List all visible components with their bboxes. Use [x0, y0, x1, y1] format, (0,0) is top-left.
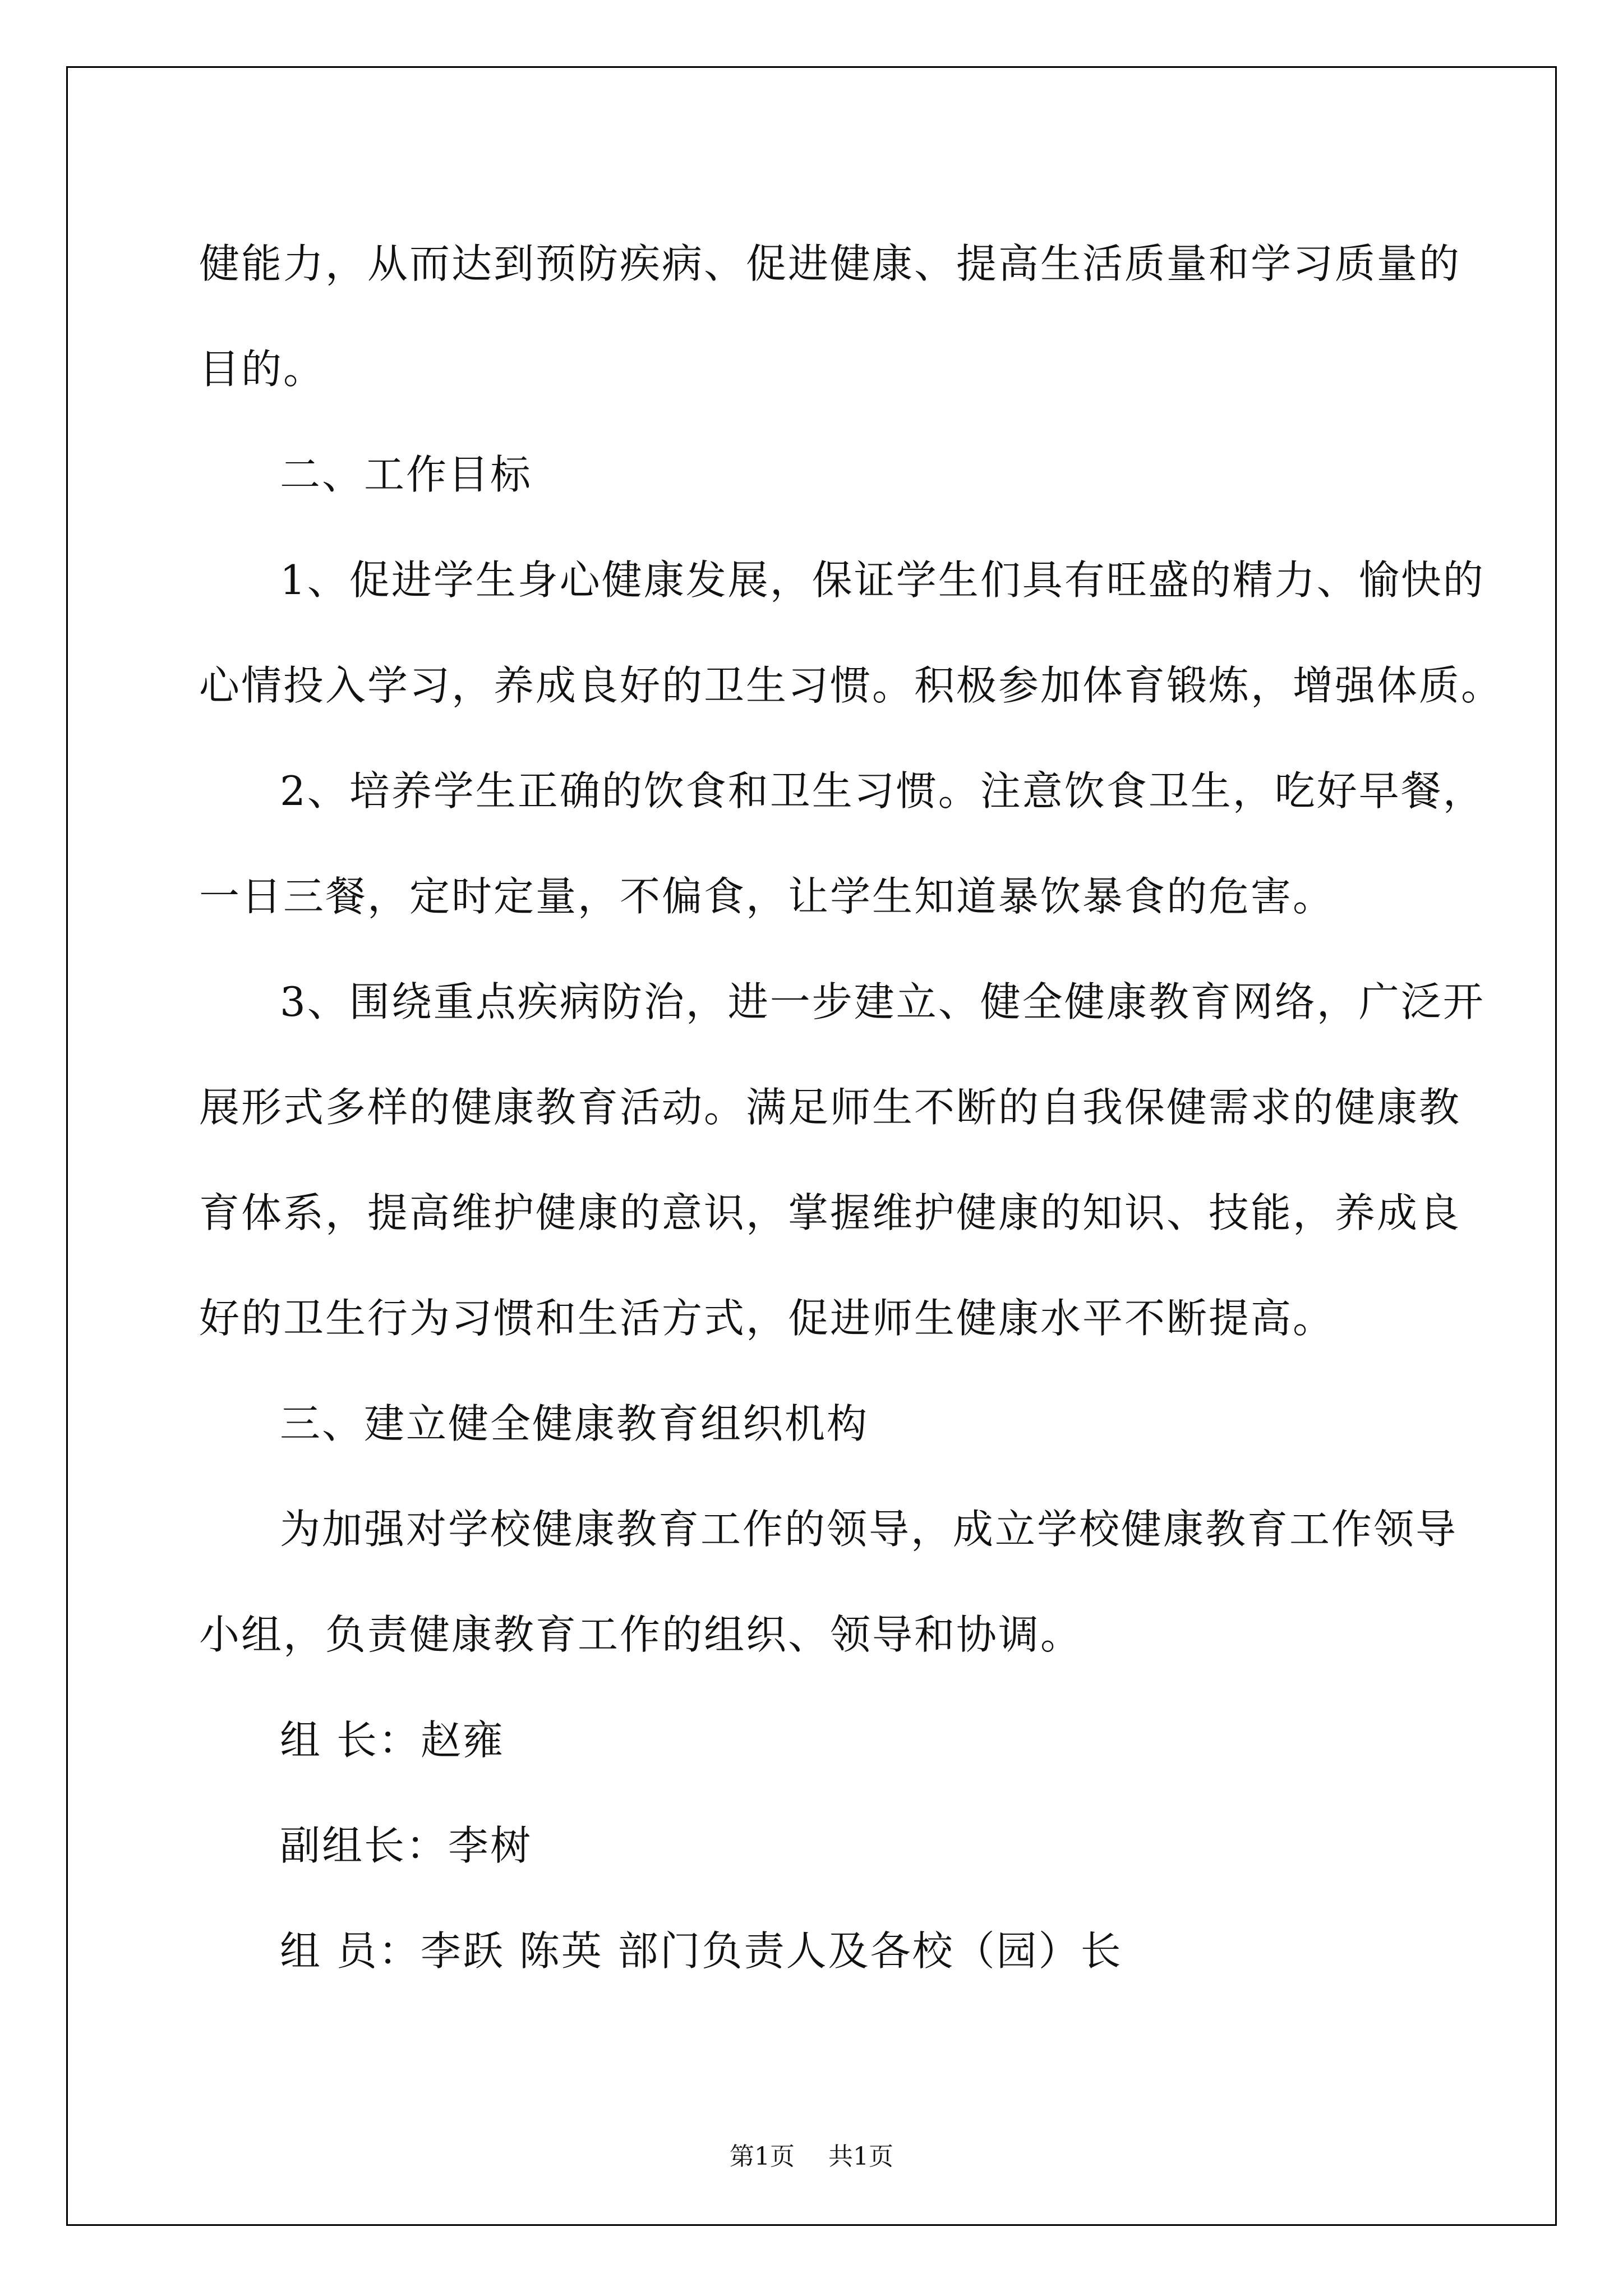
text-line: 目的。	[199, 346, 326, 393]
member-line: 组 员：李跃 陈英 部门负责人及各校（园）长	[280, 1927, 1123, 1975]
text-line: 展形式多样的健康教育活动。满足师生不断的自我保健需求的健康教	[199, 1084, 1461, 1131]
member-line: 组 长：赵雍	[280, 1717, 505, 1764]
text-line: 育体系，提高维护健康的意识，掌握维护健康的知识、技能，养成良	[199, 1189, 1461, 1236]
section-heading: 三、建立健全健康教育组织机构	[280, 1400, 869, 1447]
text-line: 一日三餐，定时定量，不偏食，让学生知道暴饮暴食的危害。	[199, 873, 1335, 920]
document-body	[199, 211, 1504, 2004]
text-line: 小组，负责健康教育工作的组织、领导和协调。	[199, 1611, 1083, 1658]
text-line: 健能力，从而达到预防疾病、促进健康、提高生活质量和学习质量的	[199, 240, 1461, 287]
text-line: 1、促进学生身心健康发展，保证学生们具有旺盛的精力、愉快的	[280, 556, 1485, 604]
page-number: 第1页	[730, 2142, 795, 2171]
member-line: 副组长：李树	[280, 1822, 533, 1869]
section-heading: 二、工作目标	[280, 451, 533, 498]
page-total: 共1页	[828, 2142, 893, 2171]
page-footer	[0, 2136, 1623, 2172]
text-line: 2、培养学生正确的饮食和卫生习惯。注意饮食卫生，吃好早餐，	[280, 767, 1485, 815]
text-line: 好的卫生行为习惯和生活方式，促进师生健康水平不断提高。	[199, 1295, 1335, 1342]
text-line: 3、围绕重点疾病防治，进一步建立、健全健康教育网络，广泛开	[280, 978, 1485, 1025]
text-line: 心情投入学习，养成良好的卫生习惯。积极参加体育锻炼，增强体质。	[199, 662, 1504, 709]
text-line: 为加强对学校健康教育工作的领导，成立学校健康教育工作领导	[280, 1506, 1458, 1553]
